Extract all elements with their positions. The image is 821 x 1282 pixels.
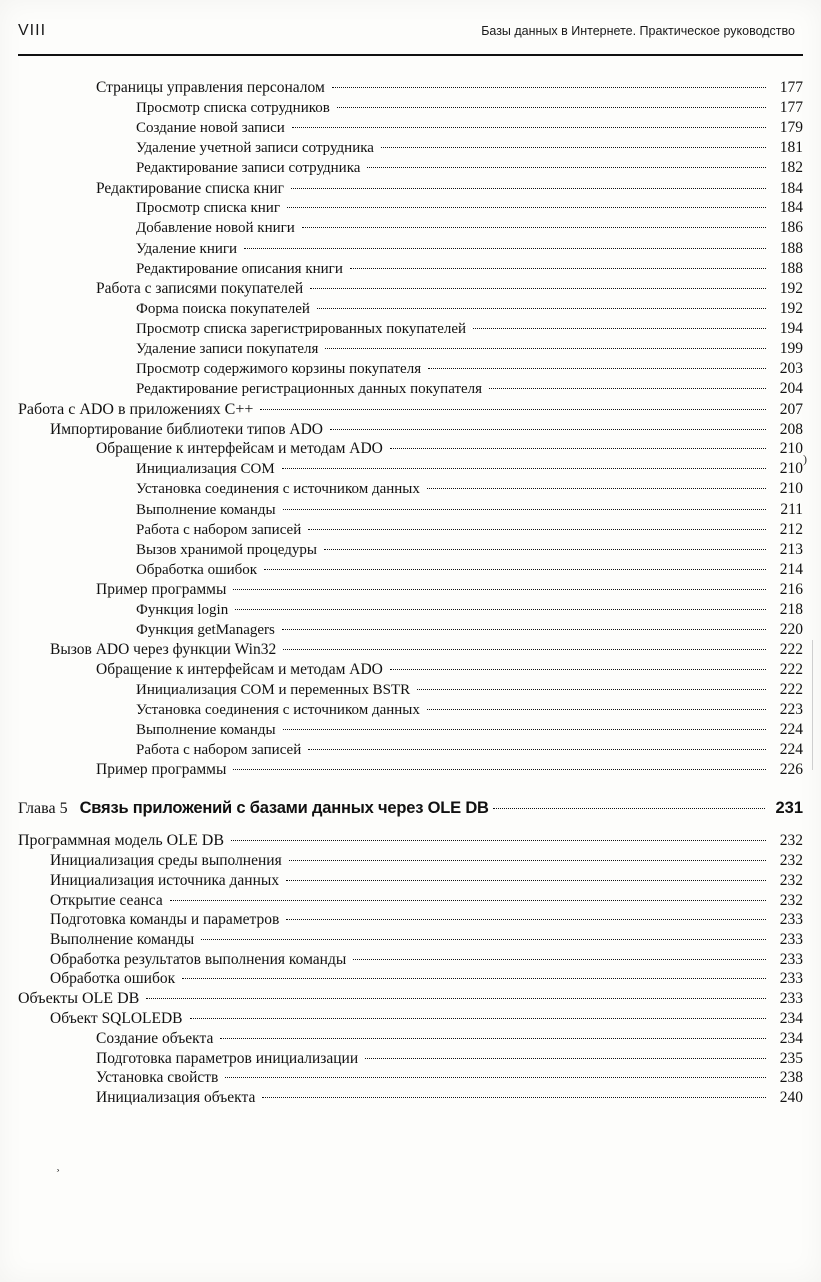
toc-entry[interactable]	[18, 78, 803, 98]
toc-entry[interactable]	[18, 339, 803, 359]
leader-dots	[264, 569, 766, 570]
toc-entry-label: Редактирование записи сотрудника	[136, 160, 361, 177]
leader-dots	[146, 998, 766, 999]
leader-dots	[367, 167, 766, 168]
toc-entry-page: 233	[779, 931, 803, 949]
toc-entry[interactable]	[18, 178, 803, 198]
toc-entry[interactable]	[18, 740, 803, 760]
toc-entry-page: 214	[779, 561, 803, 579]
toc-entry-label: Функция login	[136, 601, 229, 618]
leader-dots	[390, 669, 766, 670]
leader-dots	[233, 589, 766, 590]
toc-entry[interactable]	[18, 930, 803, 950]
toc-entry-label: Работа с ADO в приложениях C++	[18, 400, 254, 418]
toc-entry[interactable]	[18, 319, 803, 339]
leader-dots	[283, 729, 766, 730]
toc-entry-page: 224	[779, 721, 803, 739]
toc-entry-page: 232	[779, 832, 803, 850]
toc-entry[interactable]	[18, 851, 803, 871]
toc-entry-page: 224	[779, 741, 803, 759]
toc-entry-page: 211	[780, 500, 803, 518]
leader-dots	[308, 749, 766, 750]
header-rule	[18, 54, 803, 56]
toc-entry-label: Редактирование регистрационных данных покупателя	[136, 381, 483, 398]
leader-dots	[332, 87, 766, 88]
running-title: Базы данных в Интернете. Практическое руководство	[481, 24, 795, 38]
toc-entry-label: Инициализация среды выполнения	[50, 852, 282, 870]
leader-dots	[350, 268, 766, 269]
toc-entry-page: 212	[779, 520, 803, 538]
toc-entry-label: Редактирование списка книг	[96, 179, 284, 197]
leader-dots	[235, 609, 766, 610]
leader-dots	[365, 1058, 766, 1059]
toc-entry[interactable]	[18, 620, 803, 640]
leader-dots	[262, 1097, 766, 1098]
toc-entry[interactable]	[18, 359, 803, 379]
toc-entry[interactable]	[18, 831, 803, 851]
toc-entry-page: 194	[779, 319, 803, 337]
toc-entry-page: 184	[779, 179, 803, 197]
toc-entry-label: Просмотр списка книг	[136, 200, 280, 217]
toc-entry-label: Функция getManagers	[136, 622, 275, 639]
toc-entry-page: 216	[779, 581, 803, 599]
toc-entry-page: 238	[779, 1069, 803, 1087]
leader-dots	[310, 288, 766, 289]
toc-entry-page: 213	[779, 540, 803, 558]
toc-entry-label: Инициализация объекта	[96, 1089, 256, 1107]
toc-entry[interactable]	[18, 600, 803, 620]
leader-dots	[428, 368, 766, 369]
toc-entry-label: Программная модель OLE DB	[18, 832, 225, 850]
toc-entry[interactable]	[18, 520, 803, 540]
toc-entry-label: Объект SQLOLEDB	[50, 1010, 183, 1028]
page-header	[18, 22, 803, 40]
leader-dots	[330, 429, 766, 430]
toc-entry-page: 222	[779, 641, 803, 659]
toc-entry[interactable]	[18, 560, 803, 580]
toc-entry-page: 208	[779, 420, 803, 438]
toc-entry[interactable]	[18, 969, 803, 989]
toc-entry-label: Просмотр содержимого корзины покупателя	[136, 361, 422, 378]
toc-entry-page: 204	[779, 380, 803, 398]
toc-entry-label: Обработка ошибок	[136, 562, 258, 579]
leader-dots	[260, 409, 766, 410]
toc-entry-label: Форма поиска покупателей	[136, 300, 310, 317]
toc-entry[interactable]	[18, 138, 803, 158]
toc-entry-page: 186	[779, 219, 803, 237]
toc-entry-page: 210	[779, 460, 803, 478]
leader-dots	[302, 227, 766, 228]
toc-entry-page: 233	[779, 950, 803, 968]
leader-dots	[282, 629, 766, 630]
toc-entry-label: Создание объекта	[96, 1030, 214, 1048]
chapter-title: Связь приложений с базами данных через OLE DB	[79, 799, 489, 818]
leader-dots	[190, 1018, 766, 1019]
toc-entry[interactable]	[18, 1009, 803, 1029]
toc-entry-label: Вызов ADO через функции Win32	[50, 641, 277, 659]
toc-entry-page: 188	[779, 239, 803, 257]
toc-entry-label: Выполнение команды	[136, 501, 276, 518]
toc-entry-label: Добавление новой книги	[136, 220, 295, 237]
toc-entry-label: Инициализация COM	[136, 461, 275, 478]
toc-entry-label: Обращение к интерфейсам и методам ADO	[96, 440, 383, 458]
leader-dots	[244, 248, 766, 249]
toc-entry-page: 177	[779, 98, 803, 116]
toc-entry-page: 235	[779, 1049, 803, 1067]
toc-entry[interactable]	[18, 700, 803, 720]
leader-dots	[291, 188, 766, 189]
toc-entry[interactable]	[18, 1068, 803, 1088]
leader-dots	[182, 978, 766, 979]
toc-entry-label: Объекты OLE DB	[18, 990, 140, 1008]
toc-entry[interactable]	[18, 379, 803, 399]
toc-entry-page: 222	[779, 680, 803, 698]
leader-dots	[292, 127, 766, 128]
toc-entry-page: 184	[779, 199, 803, 217]
toc-entry-label: Установка свойств	[96, 1069, 219, 1087]
toc-entry-page: 218	[779, 600, 803, 618]
toc-entry[interactable]	[18, 98, 803, 118]
leader-dots	[417, 689, 766, 690]
toc-entry-page: 240	[779, 1089, 803, 1107]
toc-entry-label: Удаление учетной записи сотрудника	[136, 140, 374, 157]
leader-dots	[324, 549, 766, 550]
toc-entry-label: Пример программы	[96, 581, 227, 599]
toc-entry-label: Редактирование описания книги	[136, 260, 343, 277]
toc-entry-page: 192	[779, 299, 803, 317]
toc-entry-label: Создание новой записи	[136, 119, 285, 136]
toc-entry-label: Выполнение команды	[136, 722, 276, 739]
toc-entry[interactable]	[18, 479, 803, 499]
toc-entry[interactable]	[18, 439, 803, 459]
toc-entry[interactable]	[18, 540, 803, 560]
leader-dots	[317, 308, 766, 309]
leader-dots	[289, 860, 766, 861]
toc-entry-page: 207	[779, 400, 803, 418]
toc-entry-page: 233	[779, 911, 803, 929]
leader-dots	[427, 488, 766, 489]
toc-entry-page: 210	[779, 480, 803, 498]
leader-dots	[201, 939, 766, 940]
toc-entry-page: 203	[779, 360, 803, 378]
toc-entry[interactable]	[18, 198, 803, 218]
toc-entry[interactable]	[18, 989, 803, 1009]
toc-entry[interactable]	[18, 299, 803, 319]
toc-entry[interactable]	[18, 239, 803, 259]
leader-dots	[325, 348, 766, 349]
leader-dots	[286, 919, 766, 920]
toc-entry-page: 234	[779, 1030, 803, 1048]
toc-entry-page: 222	[779, 661, 803, 679]
leader-dots	[283, 509, 766, 510]
leader-dots	[427, 709, 766, 710]
chapter-label: Глава 5	[18, 800, 68, 818]
toc-entry-label: Работа с записями покупателей	[96, 279, 304, 297]
leader-dots	[337, 107, 766, 108]
leader-dots	[390, 448, 766, 449]
leader-dots	[287, 207, 766, 208]
toc-entry-label: Страницы управления персоналом	[96, 79, 325, 97]
toc-entry-page: 177	[779, 79, 803, 97]
toc-entry[interactable]	[18, 1029, 803, 1049]
toc-entry-label: Просмотр списка сотрудников	[136, 99, 330, 116]
scan-mark-left: ¸	[56, 1158, 60, 1172]
chapter-page: 231	[775, 799, 803, 818]
toc-entry[interactable]	[18, 279, 803, 299]
toc-entry[interactable]	[18, 910, 803, 930]
toc-entry-page: 233	[779, 970, 803, 988]
toc-entry-label: Установка соединения с источником данных	[136, 701, 420, 718]
toc-entry[interactable]	[18, 259, 803, 279]
toc-entry[interactable]	[18, 891, 803, 911]
table-of-contents	[18, 78, 803, 1108]
scan-edge-line	[812, 640, 813, 770]
toc-entry-page: 182	[779, 159, 803, 177]
toc-entry-label: Обработка результатов выполнения команды	[50, 950, 347, 968]
folio-number: VIII	[18, 22, 47, 39]
toc-entry[interactable]	[18, 871, 803, 891]
toc-entry[interactable]	[18, 158, 803, 178]
toc-entry-label: Обработка ошибок	[50, 970, 176, 988]
toc-entry-page: 234	[779, 1010, 803, 1028]
toc-entry-label: Удаление книги	[136, 240, 238, 257]
toc-entry[interactable]	[18, 680, 803, 700]
toc-entry-label: Удаление записи покупателя	[136, 341, 319, 358]
toc-entry[interactable]	[18, 1088, 803, 1108]
toc-entry[interactable]	[18, 459, 803, 479]
leader-dots	[353, 959, 766, 960]
leader-dots	[233, 769, 766, 770]
toc-entry[interactable]	[18, 1049, 803, 1069]
leader-dots	[489, 388, 766, 389]
toc-entry-label: Подготовка команды и параметров	[50, 911, 280, 929]
leader-dots	[473, 328, 766, 329]
toc-entry-page: 232	[779, 872, 803, 890]
toc-entry-page: 226	[779, 761, 803, 779]
toc-entry[interactable]	[18, 640, 803, 660]
leader-dots	[493, 808, 765, 809]
toc-entry[interactable]	[18, 499, 803, 519]
toc-entry-label: Установка соединения с источником данных	[136, 481, 420, 498]
toc-entry-label: Обращение к интерфейсам и методам ADO	[96, 661, 383, 679]
leader-dots	[308, 529, 766, 530]
toc-entry[interactable]	[18, 580, 803, 600]
toc-entry-page: 232	[779, 891, 803, 909]
toc-entry-page: 192	[779, 279, 803, 297]
toc-entry[interactable]	[18, 760, 803, 780]
toc-entry-label: Вызов хранимой процедуры	[136, 541, 317, 558]
toc-entry-page: 232	[779, 852, 803, 870]
toc-entry-label: Импортирование библиотеки типов ADO	[50, 420, 323, 438]
toc-entry-label: Пример программы	[96, 761, 227, 779]
leader-dots	[231, 840, 766, 841]
toc-entry-page: 179	[779, 118, 803, 136]
chapter-heading[interactable]	[18, 799, 803, 818]
toc-entry-label: Работа с набором записей	[136, 521, 302, 538]
toc-entry-page: 220	[779, 621, 803, 639]
toc-entry-label: Инициализация COM и переменных BSTR	[136, 681, 411, 698]
toc-entry[interactable]	[18, 660, 803, 680]
toc-entry-page: 233	[779, 990, 803, 1008]
toc-entry-page: 181	[779, 139, 803, 157]
toc-entry-label: Выполнение команды	[50, 931, 195, 949]
toc-entry-page: 223	[779, 700, 803, 718]
toc-entry-label: Открытие сеанса	[50, 891, 163, 909]
leader-dots	[225, 1077, 766, 1078]
scan-mark-right: )	[803, 452, 807, 466]
toc-entry[interactable]	[18, 720, 803, 740]
toc-entry[interactable]	[18, 420, 803, 440]
toc-entry-page: 210	[779, 440, 803, 458]
toc-entry-label: Просмотр списка зарегистрированных покупателей	[136, 320, 467, 337]
toc-entry[interactable]	[18, 218, 803, 238]
toc-entry-page: 188	[779, 259, 803, 277]
leader-dots	[381, 147, 766, 148]
toc-entry[interactable]	[18, 400, 803, 420]
leader-dots	[286, 880, 766, 881]
toc-entry-label: Подготовка параметров инициализации	[96, 1049, 359, 1067]
leader-dots	[220, 1038, 766, 1039]
toc-entry-label: Инициализация источника данных	[50, 872, 280, 890]
toc-entry-label: Работа с набором записей	[136, 742, 302, 759]
leader-dots	[170, 900, 766, 901]
leader-dots	[282, 468, 766, 469]
leader-dots	[283, 649, 766, 650]
toc-entry-page: 199	[779, 340, 803, 358]
toc-entry[interactable]	[18, 950, 803, 970]
toc-entry[interactable]	[18, 118, 803, 138]
